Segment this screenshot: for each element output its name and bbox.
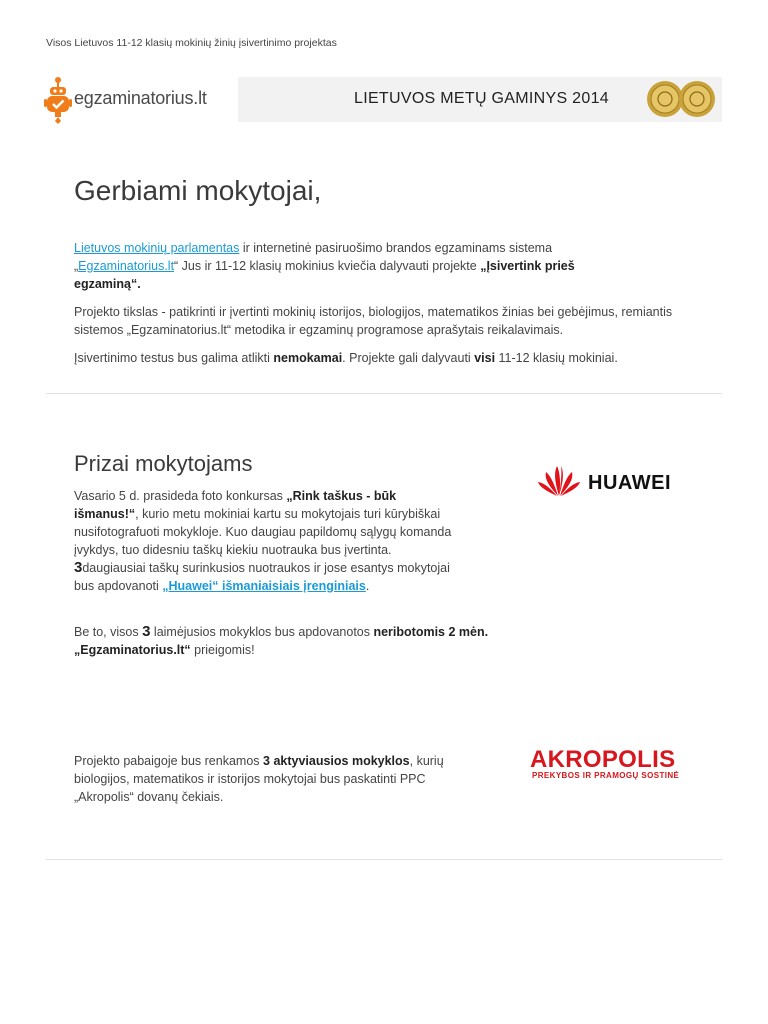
text: “ Jus ir 11-12 klasių mokinius kviečia dalyvauti projekte xyxy=(174,259,481,273)
bold-text: nemokamai xyxy=(273,351,343,365)
huawei-flower-icon xyxy=(536,464,582,498)
text: prieigomis! xyxy=(190,643,255,657)
number-highlight: 3 xyxy=(74,559,83,576)
huawei-text: HUAWEI xyxy=(588,472,671,494)
text: Įsivertinimo testus bus galima atlikti xyxy=(74,351,274,365)
divider xyxy=(46,393,722,394)
bold-text: visi xyxy=(474,351,496,365)
project-name: „Įsivertink prieš egzaminą“. xyxy=(74,259,575,291)
award-banner xyxy=(238,77,722,122)
bold-text: 3 aktyviausios mokyklos xyxy=(263,754,410,768)
parliament-link[interactable]: Lietuvos mokinių parlamentas xyxy=(74,241,240,255)
goal-paragraph: Projekto tikslas - patikrinti ir įvertinti mokinių istorijos, biologijos, matematikos žinias bei gebėjimus, remiantis sistemos „Egzaminatorius.lt“ metodika ir egzaminų programose aprašytais reikalavimais. xyxy=(74,305,673,337)
text: Be to, visos xyxy=(74,625,143,639)
robot-logo-icon xyxy=(44,76,72,126)
text: 11-12 klasių mokiniai. xyxy=(495,351,618,365)
text: ir internetinė pasiruošimo brandos egzaminams sistema xyxy=(239,241,553,255)
bold-text: neribotomis 2 mėn. „Egzaminatorius.lt“ xyxy=(74,625,489,657)
divider xyxy=(46,859,722,860)
intro-paragraph xyxy=(74,239,634,293)
huawei-devices-link[interactable]: „Huawei“ išmaniaisiais įrenginiais xyxy=(162,579,366,593)
medal-icon xyxy=(678,80,716,118)
akropolis-logo xyxy=(530,748,686,784)
free-tests-paragraph xyxy=(74,349,694,367)
text: Projekto pabaigoje bus renkamos xyxy=(74,754,264,768)
banner-text: LIETUVOS METŲ GAMINYS 2014 xyxy=(354,90,609,107)
text: . xyxy=(365,579,370,593)
schools-prize-paragraph xyxy=(74,623,494,659)
text: , kurių biologijos, matematikos ir istorijos mokytojai bus paskatinti PPC „Akropolis“ dovanų čekiais. xyxy=(74,754,444,804)
egzaminatorius-link[interactable]: Egzaminatorius.lt xyxy=(78,259,175,273)
text: laimėjusios mokyklos bus apdovanotos xyxy=(150,625,374,639)
contest-name: „Rink taškus - būk išmanus!“ xyxy=(74,489,397,521)
huawei-logo xyxy=(536,464,681,500)
pretitle: Visos Lietuvos 11-12 klasių mokinių žinių įsivertinimo projektas xyxy=(46,37,337,49)
contest-paragraph xyxy=(74,487,464,595)
text: . Projekte gali dalyvauti xyxy=(342,351,475,365)
prizes-title: Prizai mokytojams xyxy=(74,451,253,476)
text: „ xyxy=(74,259,79,273)
akropolis-paragraph xyxy=(74,752,484,806)
greeting-title: Gerbiami mokytojai, xyxy=(74,175,322,206)
text: , kurio metu mokiniai kartu su mokytojais turi kūrybiškai nusifotografuoti mokykloje. Kuo daugiau papildomų sąlygų komanda įvykdys, tuo didesniu taškų kiekiu nuotrauka bus įvertinta. xyxy=(74,507,452,557)
number-highlight: 3 xyxy=(142,623,151,640)
text: daugiausiai taškų surinkusios nuotraukos ir jose esantys mokytojai bus apdovanoti xyxy=(74,561,450,593)
logo-text[interactable]: egzaminatorius.lt xyxy=(74,88,207,108)
akropolis-text: AKROPOLIS xyxy=(530,746,676,773)
text: Vasario 5 d. prasideda foto konkursas xyxy=(74,489,287,503)
akropolis-tagline: PREKYBOS IR PRAMOGŲ SOSTINĖ xyxy=(532,771,680,780)
